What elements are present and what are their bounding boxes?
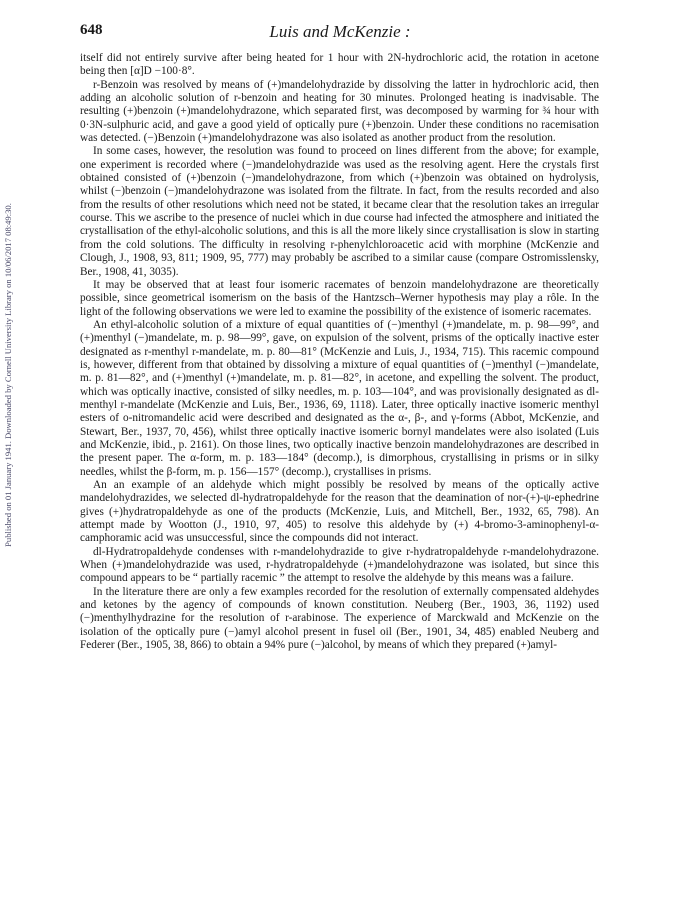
paragraph-6: An an example of an aldehyde which might possibly be resolved by means of the optically active mandelohydrazides, we selected dl-hydratropaldehyde for the reason that the deamination of nor-(+)-ψ-ephedrine gives (+)hydratropaldehyde as one of the products (McKenzie, Luis, and Mitchell, Ber., 1932, 65, 798). An attempt made by Wootton (J., 1910, 97, 405) to resolve this aldehyde by (+) 4-bromo-3-aminophenyl-α-camphoramic acid was unsuccessful, since the compounds did not interact. [80,479,599,545]
download-watermark [0,140,16,610]
page-number: 648 [80,22,103,38]
article-body [80,52,599,652]
paragraph-4: It may be observed that at least four isomeric racemates of benzoin mandelohydrazone are theoretically possible, since geometrical isomerism on the basis of the Hantzsch–Werner hypothesis may play a rôle. In the light of the following observations we were led to examine the possibility of the existence of isomeric racemates. [80,278,599,318]
paragraph-1: itself did not entirely survive after being heated for 1 hour with 2N-hydrochloric acid, the rotation in acetone being then [α]D −100·8°. [80,52,599,78]
paragraph-8: In the literature there are only a few examples recorded for the resolution of externally compensated aldehydes and ketones by the agency of compounds of known constitution. Neuberg (Ber., 1903, 36, 1192) used (−)menthylhydrazine for the resolution of r-arabinose. The experience of Marckwald and McKenzie on the isolation of the optically pure (−)amyl alcohol present in fusel oil (Ber., 1901, 34, 485) enabled Neuberg and Federer (Ber., 1905, 38, 866) to obtain a 94% pure (−)alcohol, by means of which they prepared (+)amyl- [80,585,599,652]
page-header [80,22,600,44]
download-notice-text: Published on 01 January 1941. Downloaded by Cornell University Library on 10/06/2017 08:49:30. [3,203,13,547]
paragraph-5: An ethyl-alcoholic solution of a mixture of equal quantities of (−)menthyl (+)mandelate, m. p. 98—99°, and (+)menthyl (−)mandelate, m. p. 98—99°, gave, on expulsion of the solvent, prisms of the optically inactive ester designated as r-menthyl r-mandelate, m. p. 80—81° (McKenzie and Luis, J., 1934, 715). This racemic compound is, however, different from that obtained by dissolving a mixture of equal quantities of (−)menthyl (−)mandelate, m. p. 81—82°, and (+)menthyl (+)mandelate, m. p. 81—82°, in acetone, and expelling the solvent. The product, which was optically inactive, consisted of silky needles, m. p. 103—104°, and was provisionally designated as dl-menthyl r-mandelate (McKenzie and Luis, Ber., 1936, 69, 1118). Later, three optically inactive isomeric menthyl esters of o-nitromandelic acid were described and designated as the α-, β-, and γ-forms (Abbot, McKenzie, and Stewart, Ber., 1937, 70, 456), whilst three optically inactive isomeric bornyl mandelates were also isolated (Luis and McKenzie, ibid., p. 2161). On those lines, two optically inactive benzoin mandelohydrazones are described in the present paper. The α-form, m. p. 183—184° (decomp.), is dimorphous, crystallising in prisms or in silky needles, whilst the β-form, m. p. 156—157° (decomp.), crystallises in prisms. [80,318,599,478]
running-head: Luis and McKenzie : [269,22,411,41]
paragraph-7: dl-Hydratropaldehyde condenses with r-mandelohydrazide to give r-hydratropaldehyde r-mandelohydrazone. When (+)mandelohydrazide was used, r-hydratropaldehyde (+)mandelohydrazone was isolated, but since this compound appears to be “ partially racemic ” the attempt to resolve the aldehyde by this means was a failure. [80,545,599,585]
paragraph-3: In some cases, however, the resolution was found to proceed on lines different from the above; for example, one experiment is recorded where (−)mandelohydrazide was used as the resolving agent. Here the crystals first obtained consisted of (+)benzoin (−)mandelohydrazone, from which (+)benzoin was obtained on hydrolysis, whilst (−)benzoin (−)mandelohydrazone was isolated from the filtrate. In fact, from the results recorded and also from the results of other resolutions which need not be stated, it became clear that the resolution takes an irregular course. This we ascribe to the presence of nuclei which in due course had infected the atmosphere and initiated the crystallisation of the ethyl-alcoholic solutions, and this is all the more likely since crystallisation is slow in starting from the cold solutions. The difficulty in resolving r-phenylchloroacetic acid with morphine (McKenzie and Clough, J., 1908, 93, 811; 1909, 95, 777) may probably be ascribed to a similar cause (compare Ostromisslensky, Ber., 1908, 41, 3035). [80,145,599,278]
paragraph-2: r-Benzoin was resolved by means of (+)mandelohydrazide by dissolving the latter in hydrochloric acid, then adding an alcoholic solution of r-benzoin and heating for 30 minutes. Prolonged heating is inadvisable. The resulting (+)benzoin (+)mandelohydrazone, which separated first, was decomposed by warming for ¾ hour with 0·3N-sulphuric acid, and gave a good yield of optically pure (+)benzoin. Under these conditions no racemisation was detected. (−)Benzoin (+)mandelohydrazone was also isolated as another product from the resolution. [80,78,599,145]
